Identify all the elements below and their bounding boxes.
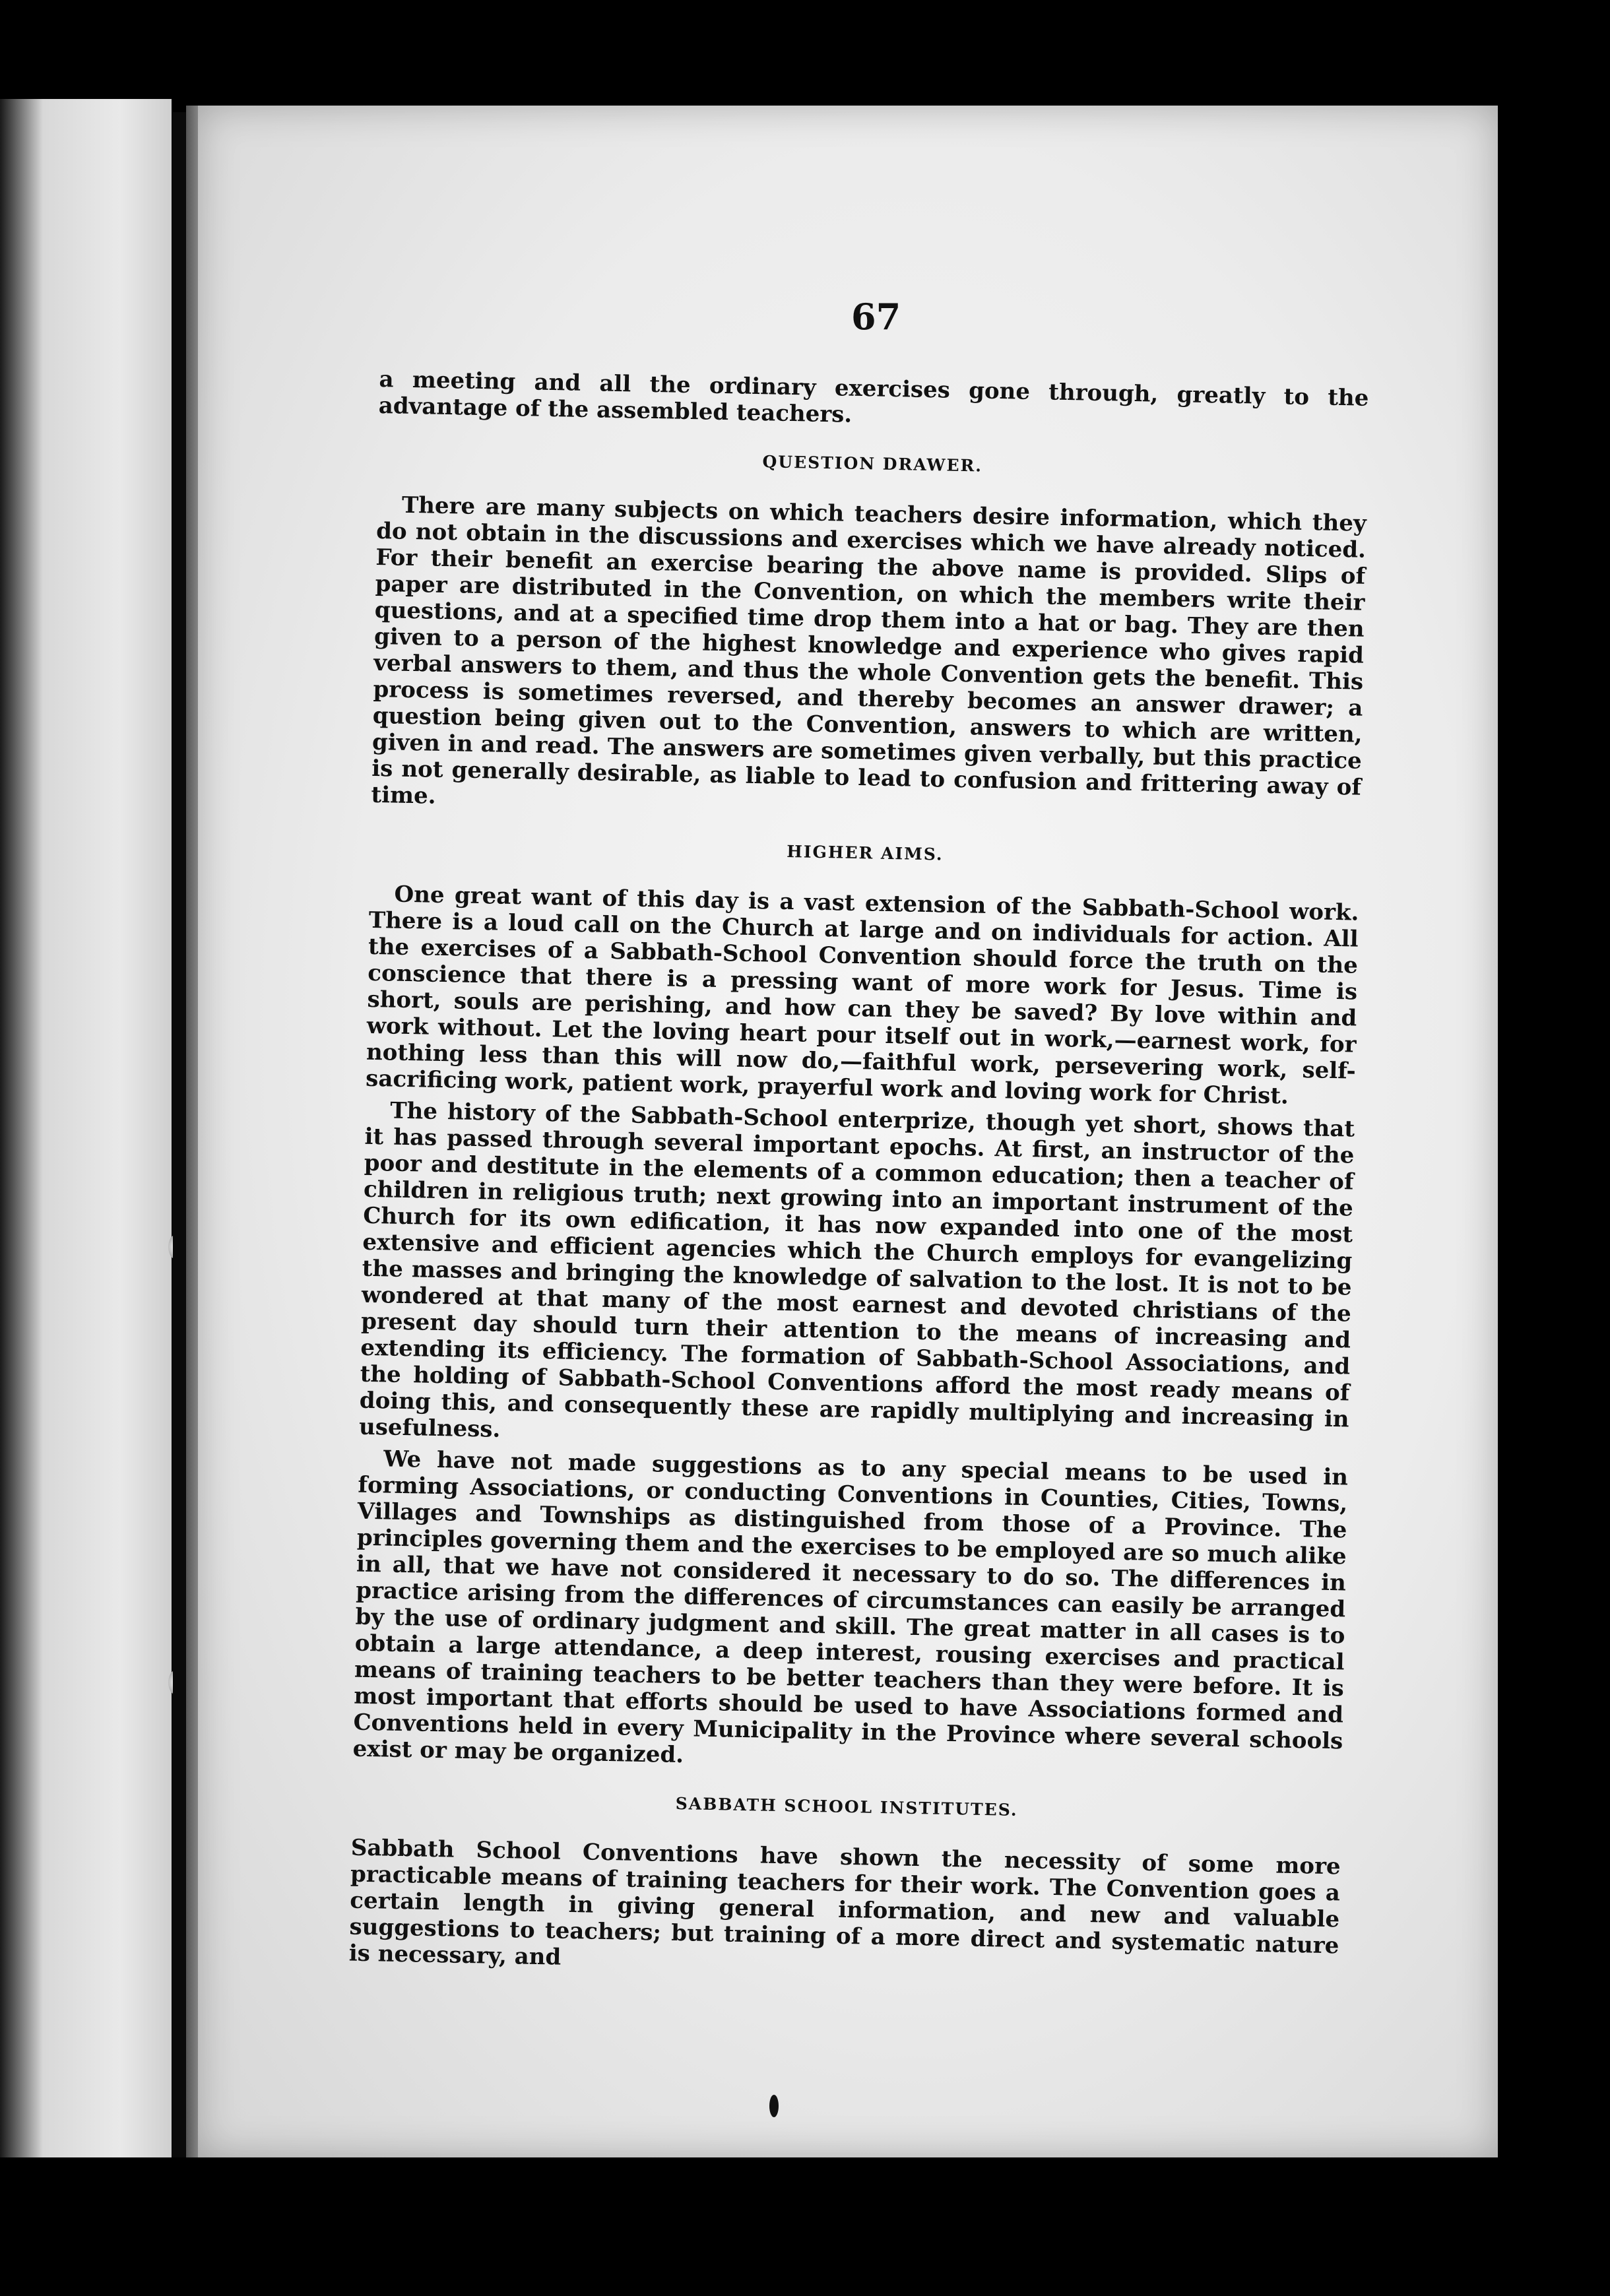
book-gutter (173, 112, 186, 2157)
paragraph-higher-aims-1: One great want of this day is a vast extension of the Sabbath-School work. There is a loud call on the Church at large and on individuals for action. All the exercises of a Sabbath-School Convention should force the truth on the conscience that there is a pressing want of more work for Jesus. Time is short, souls are perishing, and how can they be saved? By love within and work without. Let the loving heart pour itself out in work,—earnest work, for nothing less than this will now do,—faithful work, persevering work, self-sacrificing work, patient work, prayerful work and loving work for Christ. (365, 881, 1359, 1110)
ink-mark (769, 2095, 779, 2117)
page-number: 67 (851, 296, 901, 338)
paragraph-higher-aims-3: We have not made suggestions as to any special means to be used in forming Associations, or conducting Conventions in Counties, Cities, Towns, Villages and Townships as distinguished from those of a Province. The principles governing them and the exercises to be employed are so much alike in all, that we have not considered it necessary to do so. The differences in practice arising from the differences of circumstances can easily be arranged by the use of ordinary judgment and skill. The great matter in all cases is to obtain a large attendance, a deep interest, rousing exercises and practical means of training teachers to be better teachers than they were before. It is most important that efforts should be used to have Associations formed and Conventions held in every Municipality in the Province where several schools exist or may be organized. (352, 1446, 1349, 1769)
section-heading-higher-aims: HIGHER AIMS. (786, 841, 944, 864)
paragraph-question-drawer: There are many subjects on which teachers desire information, which they do not obtain in the discussions and exercises which we have already noticed. For their benefit an exercise bearing the above name is provided. Slips of paper are distributed in the Convention, on which the members write their questions, and at a specified time drop them into a hat or bag. They are then given to a person of the highest knowledge and experience who gives rapid verbal answers to them, and thus the whole Convention gets the benefit. This process is sometimes reversed, and thereby becomes an answer drawer; a question being given out to the Convention, answers to which are written, given in and read. The answers are sometimes given verbally, but this practice is not generally desirable, as liable to lead to confusion and frittering away of time. (371, 492, 1367, 810)
page-body (348, 366, 1368, 1985)
section-heading-institutes: SABBATH SCHOOL INSTITUTES. (675, 1794, 1018, 1820)
paragraph-institutes: Sabbath School Conventions have shown the necessity of some more practicable means of training teachers for their work. The Convention goes a certain length in giving general information, and new and valuable suggestions to teachers; but training of a more direct and systematic nature is necessary, and (348, 1834, 1341, 1971)
facing-page-edge (0, 99, 172, 2157)
paragraph-higher-aims-2: The history of the Sabbath-School enterprize, though yet short, shows that it has passed through several important epochs. At first, an instructor of the poor and destitute in the elements of a common education; then a teacher of children in religious truth; next growing into an important instrument of the Church for its own edification, it has now expanded into one of the most extensive and efficient agencies which the Church employs for evangelizing the masses and bringing the knowledge of salvation to the lost. It is not to be wondered at that many of the most earnest and devoted christians of the present day should turn their attention to the means of increasing and extending its efficiency. The formation of Sabbath-School Associations, and the holding of Sabbath-School Conventions afford the most ready means of doing this, and consequently these are rapidly multiplying and increasing in usefulness. (358, 1097, 1355, 1443)
section-heading-question-drawer: QUESTION DRAWER. (762, 452, 983, 476)
intro-paragraph: a meeting and all the ordinary exercises gone through, greatly to the advantage of the assembled teachers. (378, 366, 1369, 428)
